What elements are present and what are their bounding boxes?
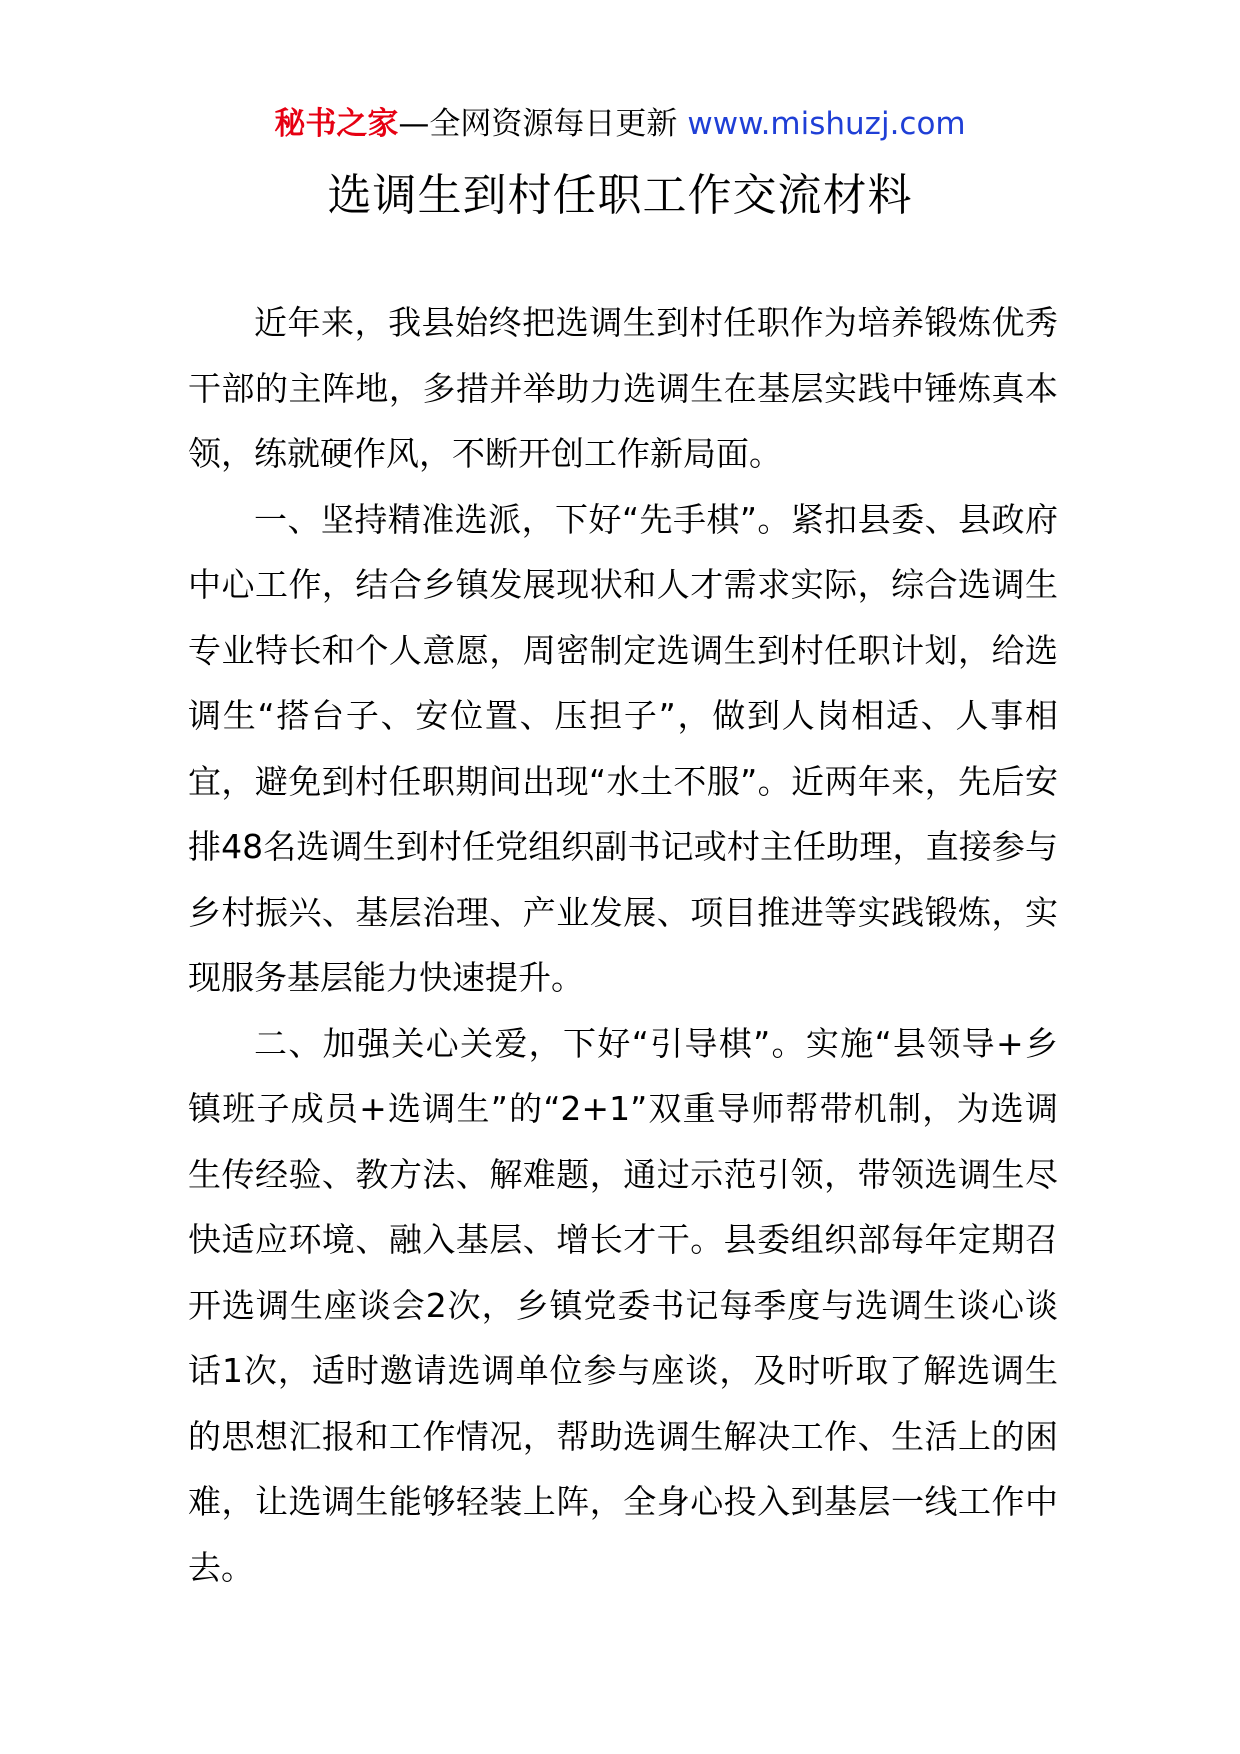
- paragraph-intro: 近年来，我县始终把选调生到村任职作为培养锻炼优秀干部的主阵地，多措并举助力选调生在基层实践中锤炼真本领，练就硬作风，不断开创工作新局面。: [188, 303, 1058, 473]
- site-url-link[interactable]: www.mishuzj.com: [687, 106, 966, 142]
- brand-name: 秘书之家: [274, 106, 399, 142]
- header-slogan: —全网资源每日更新: [398, 106, 678, 142]
- paragraph-section-two: 二、加强关心关爱，下好“引导棋”。实施“县领导+乡镇班子成员+选调生”的“2+1”双重导师帮带机制，为选调生传经验、教方法、解难题，通过示范引领，带领选调生尽快适应环境、融入基层、增长才干。县委组织部每年定期召开选调生座谈会2次，乡镇党委书记每季度与选调生谈心谈话1次，适时邀请选调单位参与座谈，及时听取了解选调生的思想汇报和工作情况，帮助选调生解决工作、生活上的困难，让选调生能够轻装上阵，全身心投入到基层一线工作中去。: [188, 1023, 1058, 1587]
- document-body: [188, 290, 1058, 1600]
- site-header: [0, 100, 1240, 148]
- document-title: 选调生到村任职工作交流材料: [327, 170, 913, 221]
- paragraph-section-one: 一、坚持精准选派，下好“先手棋”。紧扣县委、县政府中心工作，结合乡镇发展现状和人才需求实际，综合选调生专业特长和个人意愿，周密制定选调生到村任职计划，给选调生“搭台子、安位置、压担子”，做到人岗相适、人事相宜，避免到村任职期间出现“水土不服”。近两年来，先后安排48名选调生到村任党组织副书记或村主任助理，直接参与乡村振兴、基层治理、产业发展、项目推进等实践锻炼，实现服务基层能力快速提升。: [188, 499, 1058, 997]
